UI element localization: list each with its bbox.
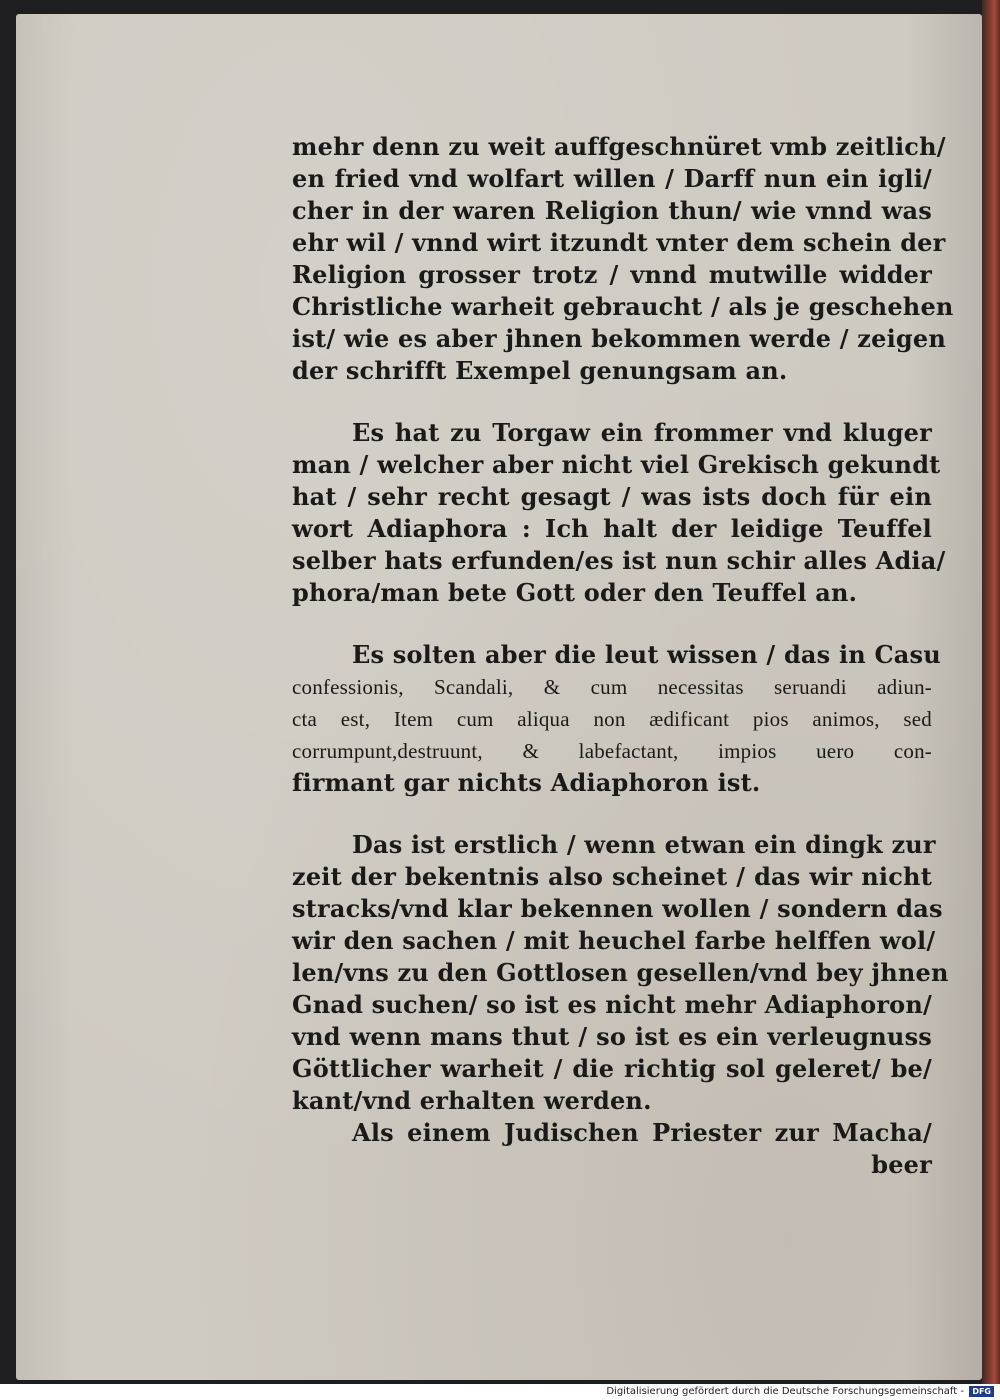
paragraph-gap xyxy=(292,387,932,417)
text-line: Das ist erstlich / wenn etwan ein dingk zur xyxy=(352,830,936,859)
text-line: Gnad suchen/ so ist es nicht mehr Adiaphoron/ xyxy=(292,990,932,1019)
text-line: en fried vnd wolfart willen / Darff nun ein igli/ xyxy=(292,164,932,193)
text-line: zeit der bekentnis also scheinet / das wir nicht xyxy=(292,862,932,891)
footer-bar xyxy=(0,1384,1000,1400)
text-line: Religion grosser trotz / vnnd mutwille widder xyxy=(292,260,932,289)
text-line: kant/vnd erhalten werden. xyxy=(292,1086,652,1115)
text-line: Es solten aber die leut wissen / das in Casu xyxy=(352,640,941,669)
text-line: man / welcher aber nicht viel Grekisch gekundt xyxy=(292,450,941,479)
text-line: mehr denn zu weit auffgeschnüret vmb zeitlich/ xyxy=(292,132,946,161)
paragraph-gap xyxy=(292,609,932,639)
text-line: hat / sehr recht gesagt / was ists doch für ein xyxy=(292,482,932,511)
text-line: ehr wil / vnnd wirt itzundt vnter dem schein der xyxy=(292,228,946,257)
text-line: wir den sachen / mit heuchel farbe helffen wol/ xyxy=(292,926,936,955)
paragraph-3 xyxy=(292,639,941,799)
text-line: Göttlicher warheit / die richtig sol geleret/ be/ xyxy=(292,1054,932,1083)
text-line: firmant gar nichts Adiaphoron ist. xyxy=(292,768,761,797)
text-line: len/vns zu den Gottlosen gesellen/vnd bey jhnen xyxy=(292,958,949,987)
text-line: der schrifft Exempel genungsam an. xyxy=(292,356,788,385)
text-line: wort Adiaphora : Ich halt der leidige Teuffel xyxy=(292,514,932,543)
latin-text-line: confessionis, Scandali, & cum necessitas seruandi adiun- xyxy=(292,675,932,699)
page-text-block xyxy=(292,131,954,1181)
text-line: Christliche warheit gebraucht / als je geschehen xyxy=(292,292,954,321)
text-line: vnd wenn mans thut / so ist es ein verleugnuss xyxy=(292,1022,932,1051)
text-line: selber hats erfunden/es ist nun schir alles Adia/ xyxy=(292,546,946,575)
text-line: cher in der waren Religion thun/ wie vnnd was xyxy=(292,196,932,225)
text-line: phora/man bete Gott oder den Teuffel an. xyxy=(292,578,858,607)
latin-text-line: corrumpunt,destruunt, & labefactant, impios uero con- xyxy=(292,739,932,763)
text-line: stracks/vnd klar bekennen wollen / sondern das xyxy=(292,894,943,923)
dfg-logo-icon: DFG xyxy=(969,1386,994,1397)
text-line: ist/ wie es aber jhnen bekommen werde / zeigen xyxy=(292,324,947,353)
paragraph-4 xyxy=(292,829,949,1117)
closing-line: Als einem Judischen Priester zur Macha/ xyxy=(352,1118,932,1147)
book-binding-edge xyxy=(982,0,1000,1384)
text-line: Es hat zu Torgaw ein frommer vnd kluger xyxy=(352,418,932,447)
catchword: beer xyxy=(871,1150,932,1179)
paragraph-2 xyxy=(292,417,946,609)
paragraph-gap xyxy=(292,799,932,829)
funding-credit: Digitalisierung gefördert durch die Deutsche Forschungsgemeinschaft - xyxy=(606,1386,964,1397)
paragraph-1 xyxy=(292,131,954,387)
latin-text-line: cta est, Item cum aliqua non ædificant pios animos, sed xyxy=(292,707,932,731)
